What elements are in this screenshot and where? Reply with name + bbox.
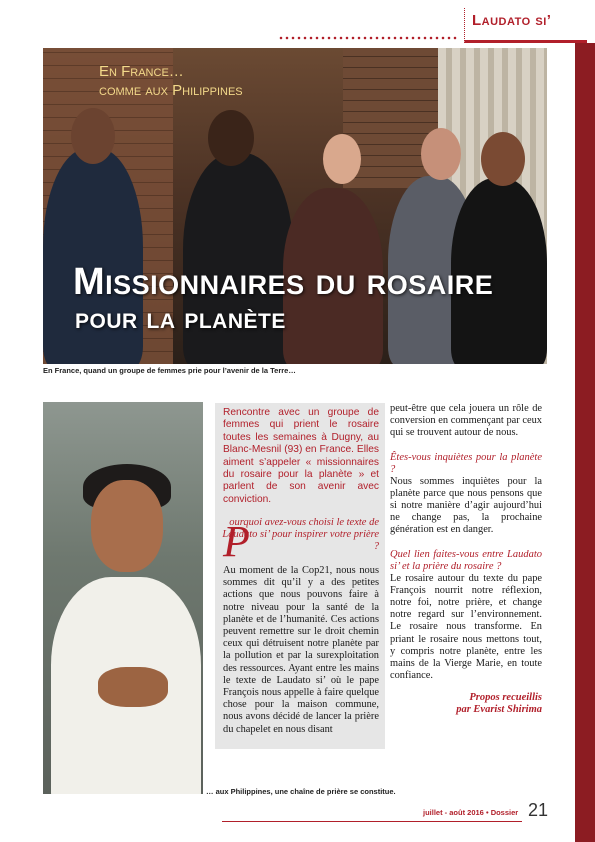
hero-kicker — [99, 62, 243, 100]
hero-caption: En France, quand un groupe de femmes prie pour l’avenir de la Terre… — [43, 366, 296, 375]
woman-4-head — [421, 128, 461, 180]
signature — [390, 692, 542, 716]
answer-1-continued: peut-être que cela jouera un rôle de conversion en commençant par ceux qui se trouvent autour de nous. — [390, 403, 542, 439]
footer-rule — [222, 821, 522, 822]
title-line-2: pour la planète — [75, 302, 286, 335]
page-number: 21 — [528, 800, 549, 820]
right-column — [390, 403, 542, 716]
kicker-line-2: comme aux Philippines — [99, 82, 243, 99]
signature-line-2: par Evarist Shirima — [456, 704, 542, 716]
header-dots — [278, 36, 458, 40]
philippines-photo — [43, 402, 203, 794]
footer-separator: • — [485, 808, 489, 817]
footer-info — [423, 808, 518, 817]
question-1: ourquoi avez-vous choisi le texte de Laudato si’ pour inspirer votre prière ? — [222, 517, 379, 552]
title-line-1: Missionnaires du rosaire — [73, 261, 494, 303]
signature-line-1: Propos recueillis — [469, 692, 542, 704]
kicker-line-1: En France… — [99, 63, 184, 80]
dropcap: P — [223, 517, 250, 566]
woman-2-head — [208, 110, 254, 166]
intro-paragraph: Rencontre avec un groupe de femmes qui prient le rosaire toutes les semaines à Dugny, au Blanc-Mesnil (93) en France. Elles aiment s’appeler « missionnaires du rosaire pour la planète » et parlent de son avenir avec conviction. — [223, 407, 379, 505]
section-label: Laudato si’ — [472, 12, 552, 29]
question-3: Quel lien faites-vous entre Laudato si’ et la prière du rosaire ? — [390, 548, 542, 572]
woman-5-head — [481, 132, 525, 186]
photo2-caption: … aux Philippines, une chaîne de prière se constitue. — [206, 787, 396, 796]
photo2-face — [91, 480, 163, 572]
answer-3: Le rosaire autour du texte du pape François nourrit notre réflexion, notre foi, notre prière, et change notre regard sur l’environnement. Le rosaire nous transforme. En priant le rosaire nous mettons tout, y compris notre planète, entre les mains de la Vierge Marie, en toute confiance. — [390, 572, 542, 682]
answer-2: Nous sommes inquiètes pour la planète parce que nous pensons que si notre manière d’agir aujourd’hui ne change pas, la prochaine génération est en danger. — [390, 475, 542, 536]
woman-1-head — [71, 108, 115, 164]
article-title — [73, 262, 493, 336]
question-2: Êtes-vous inquiètes pour la planète ? — [390, 451, 542, 475]
answer-1: Au moment de la Cop21, nous nous sommes dit qu’il y a des petites actions que nous pouvons faire à notre niveau pour la santé de la planète et de l’humanité. Ces actions peuvent remettre sur le droit chemin ceux qui détruisent notre planète par la pollution et par la surexploitation des ressources. Ayant entre les mains le texte de Laudato si’ où le pape François nous appelle à faire quelque chose pour la maison commune, nous avons décidé de lancer la prière du chapelet en nous disant — [223, 565, 379, 735]
woman-3-head — [323, 134, 361, 184]
footer-section: Dossier — [490, 808, 519, 817]
footer-date: juillet - août 2016 — [423, 808, 484, 817]
photo2-hands — [98, 667, 168, 707]
right-color-bar — [575, 43, 595, 842]
